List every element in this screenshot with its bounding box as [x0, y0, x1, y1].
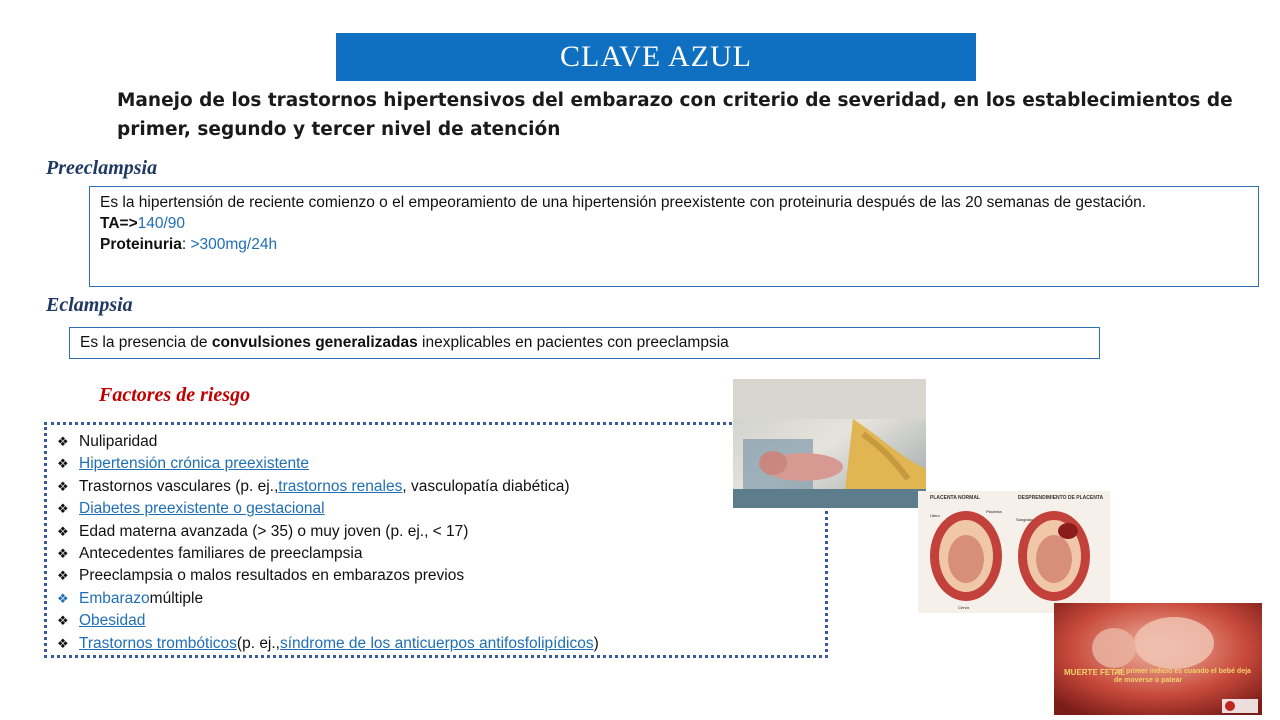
- diamond-bullet-icon: ❖: [57, 478, 69, 494]
- subtitle: Manejo de los trastornos hipertensivos del embarazo con criterio de severidad, en los establecimientos de primer, segundo y tercer nivel de atención: [117, 90, 1233, 140]
- ta-line: [100, 213, 1248, 234]
- risk-text: ): [593, 634, 599, 652]
- list-item: [57, 543, 825, 565]
- neonatal-photo-graphic: [733, 379, 926, 508]
- diamond-bullet-icon: ❖: [57, 501, 69, 517]
- diamond-bullet-icon: ❖: [57, 590, 69, 606]
- diamond-bullet-icon: ❖: [57, 523, 69, 539]
- preeclampsia-definition: Es la hipertensión de reciente comienzo o el empeoramiento de una hipertensión preexistente con proteinuria después de las 20 semanas de gestación.: [100, 194, 1147, 211]
- diamond-bullet-icon: ❖: [57, 613, 69, 629]
- ta-label: TA=>: [100, 215, 138, 232]
- risk-list: [47, 425, 825, 655]
- risk-link[interactable]: Embarazo: [79, 589, 150, 607]
- list-item: [57, 498, 825, 520]
- risk-link[interactable]: Hipertensión crónica preexistente: [79, 455, 310, 473]
- risk-factors-box: [44, 422, 828, 658]
- eclampsia-bold: convulsiones generalizadas: [211, 334, 418, 351]
- risk-text: Preeclampsia o malos resultados en embarazos previos: [79, 567, 465, 585]
- label-placenta-normal: PLACENTA NORMAL: [930, 495, 980, 501]
- list-item: [57, 610, 825, 632]
- diamond-bullet-icon: ❖: [57, 434, 69, 449]
- risk-text: Edad materna avanzada (> 35) o muy joven (p. ej., < 17): [79, 522, 469, 540]
- proteinuria-label: Proteinuria: [100, 236, 182, 253]
- fetal-photo-graphic: [1054, 603, 1262, 715]
- label-muerte-fetal: MUERTE FETAL: [1064, 668, 1126, 677]
- proteinuria-sep: :: [181, 236, 191, 253]
- ta-value: 140/90: [137, 215, 186, 232]
- risk-link[interactable]: síndrome de los anticuerpos antifosfolipídicos: [280, 634, 594, 652]
- risk-link[interactable]: Trastornos trombóticos: [79, 634, 237, 652]
- caption-text: : el primer indicio es cuando el bebé deja de moverse o patear: [1114, 668, 1251, 684]
- proteinuria-value: >300mg/24h: [190, 236, 278, 253]
- diamond-bullet-icon: ❖: [57, 635, 69, 651]
- risk-link[interactable]: Obesidad: [79, 612, 146, 630]
- preeclampsia-box: [89, 186, 1259, 287]
- label-utero: Utero: [930, 513, 940, 518]
- label-desprendimiento: DESPRENDIMIENTO DE PLACENTA: [1018, 495, 1104, 501]
- list-item: [57, 453, 825, 475]
- risk-link[interactable]: trastornos renales: [278, 477, 403, 495]
- preeclampsia-heading: Preeclampsia: [46, 157, 158, 179]
- page-title: CLAVE AZUL: [560, 40, 752, 73]
- risk-text: (p. ej.,: [236, 634, 280, 652]
- eclampsia-post: inexplicables en pacientes con preeclampsia: [417, 334, 729, 351]
- risk-heading: Factores de riesgo: [99, 384, 251, 406]
- risk-text: , vasculopatía diabética): [402, 477, 570, 495]
- diamond-bullet-icon: ❖: [57, 546, 69, 562]
- label-sangrado: Sangrado: [1016, 517, 1034, 522]
- list-item: [57, 431, 825, 453]
- placenta-illustration: [918, 491, 1110, 613]
- label-placenta: Placenta: [986, 509, 1002, 514]
- fetal-photo: [1054, 603, 1262, 715]
- list-item: [57, 476, 825, 498]
- eclampsia-box: [69, 327, 1100, 359]
- list-item: [57, 521, 825, 543]
- eclampsia-pre: Es la presencia de: [80, 334, 212, 351]
- proteinuria-line: [100, 234, 1248, 255]
- list-item: [57, 588, 825, 610]
- risk-text: Trastornos vasculares (p. ej.,: [79, 477, 279, 495]
- risk-text: múltiple: [149, 589, 204, 607]
- list-item: [57, 633, 825, 655]
- neonatal-photo: [733, 379, 926, 508]
- placenta-graphic: [918, 491, 1110, 613]
- risk-text: Antecedentes familiares de preeclampsia: [79, 545, 363, 563]
- eclampsia-heading: Eclampsia: [46, 294, 133, 316]
- caption-container: [1114, 667, 1254, 697]
- diamond-bullet-icon: ❖: [57, 568, 69, 584]
- risk-text: Nuliparidad: [79, 433, 158, 450]
- list-item: [57, 565, 825, 587]
- label-cervix: Cervix: [958, 605, 970, 610]
- diamond-bullet-icon: ❖: [57, 456, 69, 472]
- title-banner: [336, 33, 976, 81]
- risk-link[interactable]: Diabetes preexistente o gestacional: [79, 500, 325, 518]
